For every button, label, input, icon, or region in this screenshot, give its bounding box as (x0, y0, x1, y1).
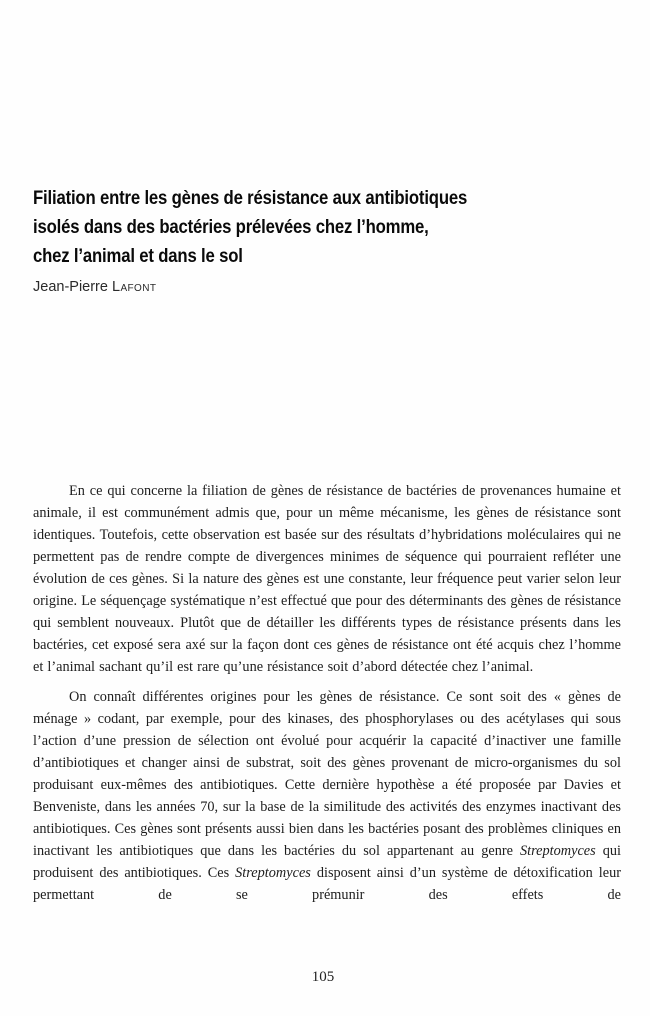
article-title-line-1: Filiation entre les gènes de résistance aux antibiotiques (33, 188, 468, 209)
author-first-name: Jean-Pierre (33, 279, 108, 295)
page-footer (33, 968, 613, 986)
article-header (33, 184, 633, 296)
author-last-name: Lafont (111, 279, 157, 295)
article-title (33, 184, 561, 271)
article-body (33, 480, 621, 906)
article-title-line-2: isolés dans des bactéries prélevées chez l’homme, (33, 217, 429, 238)
page-number: 105 (311, 969, 335, 985)
article-title-line-3: chez l’animal et dans le sol (33, 246, 243, 267)
paragraph-1: En ce qui concerne la filiation de gènes de résistance de bactéries de provenances humaine et animale, il est communément admis que, pour un même mécanisme, les gènes de résistance sont identiques. Toutefois, cette observation est basée sur des résultats d’hybridations moléculaires qui ne permettent pas de rendre compte de divergences minimes de séquence qui pourraient refléter une évolution de ces gènes. Si la nature des gènes est une constante, leur fréquence peut varier selon leur origine. Le séquençage systématique n’est effectué que pour des déterminants des gènes de résistance qui semblent nouveaux. Plutôt que de détailler les différents types de résistance présents dans les bactéries, cet exposé sera axé sur la façon dont ces gènes de résistance ont été acquis chez l’homme et l’animal sachant qu’il est rare qu’une résistance soit d’abord détectée chez l’animal. (33, 483, 621, 675)
paragraph-2: On connaît différentes origines pour les gènes de résistance. Ce sont soit des « gènes de ménage » codant, par exemple, pour des kinases, des phosphorylases ou des acétylases qui sous l’action d’une pression de sélection ont évolué pour acquérir la capacité d’inactiver une famille d’antibiotiques et changer ainsi de substrat, soit des gènes provenant de micro-organismes du sol produisant eux-mêmes des antibiotiques. Cette dernière hypothèse a été proposée par Davies et Benveniste, dans les années 70, sur la base de la similitude des activités des enzymes inactivant des antibiotiques. Ces gènes sont présents aussi bien dans les bactéries posant des problèmes cliniques en inactivant les antibiotiques que dans les bactéries du sol appartenant au genre Streptomyces qui produisent des antibiotiques. Ces Streptomyces disposent ainsi d’un système de détoxification leur permettant de se prémunir des effets de (33, 689, 622, 903)
author-byline (33, 278, 633, 296)
